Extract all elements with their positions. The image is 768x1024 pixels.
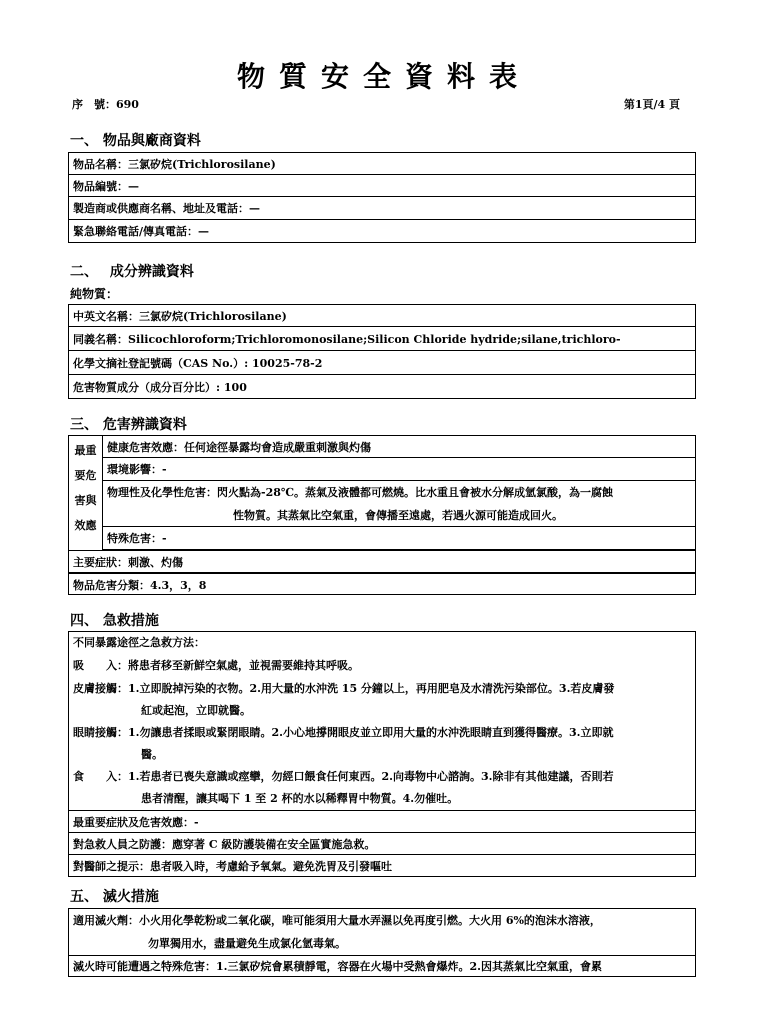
- physical-hazard-row: [103, 481, 695, 527]
- health-effect: 健康危害效應：任何途徑暴露均會造成嚴重刺激與灼傷: [107, 440, 371, 454]
- hazard-effects-side-label: [69, 436, 103, 550]
- section2-heading: 二、 成分辨識資料: [70, 264, 194, 280]
- special-hazard: 特殊危害：-: [107, 532, 167, 545]
- physical-hazard-line: 物理性及化學性危害：閃火點為-28℃。蒸氣及液體都可燃燒。比水重且會被水分解成氫氯酸，為一腐蝕: [107, 486, 614, 499]
- cas-number: 化學文摘社登記號碼（CAS No.）: 10025-78-2: [73, 356, 323, 370]
- section3-table: [68, 435, 696, 595]
- page-indicator: 第1頁/4 頁: [623, 98, 680, 111]
- chemical-name: 中英文名稱：三氯矽烷(Trichlorosilane): [73, 309, 287, 323]
- responder-protection: 對急救人員之防護：應穿著 C 級防護裝備在安全區實施急救。: [73, 837, 376, 851]
- side-label-line: 害與: [74, 494, 97, 507]
- document-title: 物質安全資料表: [236, 60, 531, 93]
- physical-hazard: [107, 481, 613, 527]
- special-hazard-row: [103, 527, 695, 550]
- emergency-contact: 緊急聯絡電話/傳真電話：—: [73, 225, 210, 238]
- product-name: 物品名稱：三氯矽烷(Trichlorosilane): [73, 157, 276, 171]
- first-aid-intro: 不同暴露途徑之急救方法：: [73, 636, 205, 649]
- section1-heading: 一、 物品與廠商資料: [70, 133, 201, 149]
- manufacturer-row: [69, 197, 695, 220]
- hazard-component: 危害物質成分（成分百分比）: 100: [73, 380, 247, 394]
- first-aid-ingestion: 食 入：1.若患者已喪失意識或痙攣，勿經口餵食任何東西。2.向毒物中心諮詢。3.除非有其他建議，否則若: [73, 770, 614, 783]
- section3-heading: 三、 危害辨識資料: [70, 417, 187, 433]
- important-symptoms-row: [69, 811, 695, 833]
- section4-heading: 四、 急救措施: [70, 613, 159, 629]
- side-label-line: 要危: [74, 469, 97, 482]
- extinguishing-media-row: [69, 909, 695, 956]
- section5-table: [68, 908, 696, 977]
- first-aid-skin: 皮膚接觸：1.立即脫掉污染的衣物。2.用大量的水沖洗 15 分鐘以上，再用肥皂及水清洗污染部位。3.若皮膚發: [73, 682, 615, 695]
- synonyms: 同義名稱：Silicochloroform;Trichloromonosilane;Silicon Chloride hydride;silane,trichloro-: [73, 332, 621, 346]
- section1-table: [68, 152, 696, 243]
- side-label-line: 效應: [74, 519, 97, 532]
- symptoms-row: [69, 550, 695, 573]
- fire-special-hazard-row: [69, 956, 695, 976]
- section5-heading: 五、 滅火措施: [70, 889, 159, 905]
- first-aid-methods: [69, 632, 695, 811]
- serial-value: 690: [116, 98, 139, 111]
- main-symptoms: 主要症狀：刺激、灼傷: [73, 555, 183, 569]
- environment-effect-row: [103, 458, 695, 481]
- serial-number: [72, 96, 139, 112]
- hazard-component-row: [69, 375, 695, 398]
- first-aid-eye: 眼睛接觸：1.勿讓患者揉眼或緊閉眼睛。2.小心地撐開眼皮並立即用大量的水沖洗眼睛直到獲得醫療。3.立即就: [73, 726, 614, 739]
- physician-note-row: [69, 855, 695, 876]
- section4-table: [68, 631, 696, 877]
- section2-table: [68, 304, 696, 399]
- classification-row: [69, 573, 695, 595]
- first-aid-ingestion-cont: 患者清醒，讓其喝下 1 至 2 杯的水以稀釋胃中物質。4.勿催吐。: [141, 792, 459, 805]
- first-aid-eye-cont: 醫。: [141, 748, 163, 761]
- emergency-contact-row: [69, 220, 695, 242]
- extinguishing-media: 適用滅火劑：小火用化學乾粉或二氧化碳，唯可能須用大量水弄濕以免再度引燃。大火用 6%的泡沫水溶液，: [73, 914, 601, 927]
- chemical-name-row: [69, 305, 695, 327]
- cas-number-row: [69, 351, 695, 375]
- hazard-classification: 物品危害分類：4.3，3，8: [73, 578, 207, 592]
- serial-label: 序 號：: [72, 98, 116, 111]
- manufacturer-info: 製造商或供應商名稱、地址及電話：—: [73, 202, 260, 215]
- hazard-effects-list: [103, 436, 695, 550]
- product-number: 物品編號：—: [73, 179, 139, 193]
- physician-note: 對醫師之提示：患者吸入時，考慮給予氧氣。避免洗胃及引發嘔吐: [73, 859, 392, 873]
- product-number-row: [69, 175, 695, 197]
- physical-hazard-line: 性物質。其蒸氣比空氣重，會傳播至遠處，若遇火源可能造成回火。: [233, 509, 563, 522]
- pure-substance-label: 純物質：: [70, 287, 119, 301]
- important-symptoms: 最重要症狀及危害效應：-: [73, 815, 199, 829]
- responder-protection-row: [69, 833, 695, 855]
- synonyms-row: [69, 327, 695, 351]
- fire-special-hazard: 滅火時可能遭遇之特殊危害：1.三氯矽烷會累積靜電，容器在火場中受熱會爆炸。2.因其蒸氣比空氣重，會累: [73, 960, 602, 973]
- side-label-line: 最重: [74, 444, 97, 457]
- first-aid-skin-cont: 紅或起泡，立即就醫。: [141, 704, 251, 717]
- product-name-row: [69, 153, 695, 175]
- first-aid-inhalation: 吸 入：將患者移至新鮮空氣處，並視需要維持其呼吸。: [73, 659, 359, 672]
- extinguishing-media-cont: 勿單獨用水，盡量避免生成氯化氫毒氣。: [148, 937, 346, 950]
- environment-effect: 環境影響：-: [107, 463, 167, 476]
- health-effect-row: [103, 436, 695, 458]
